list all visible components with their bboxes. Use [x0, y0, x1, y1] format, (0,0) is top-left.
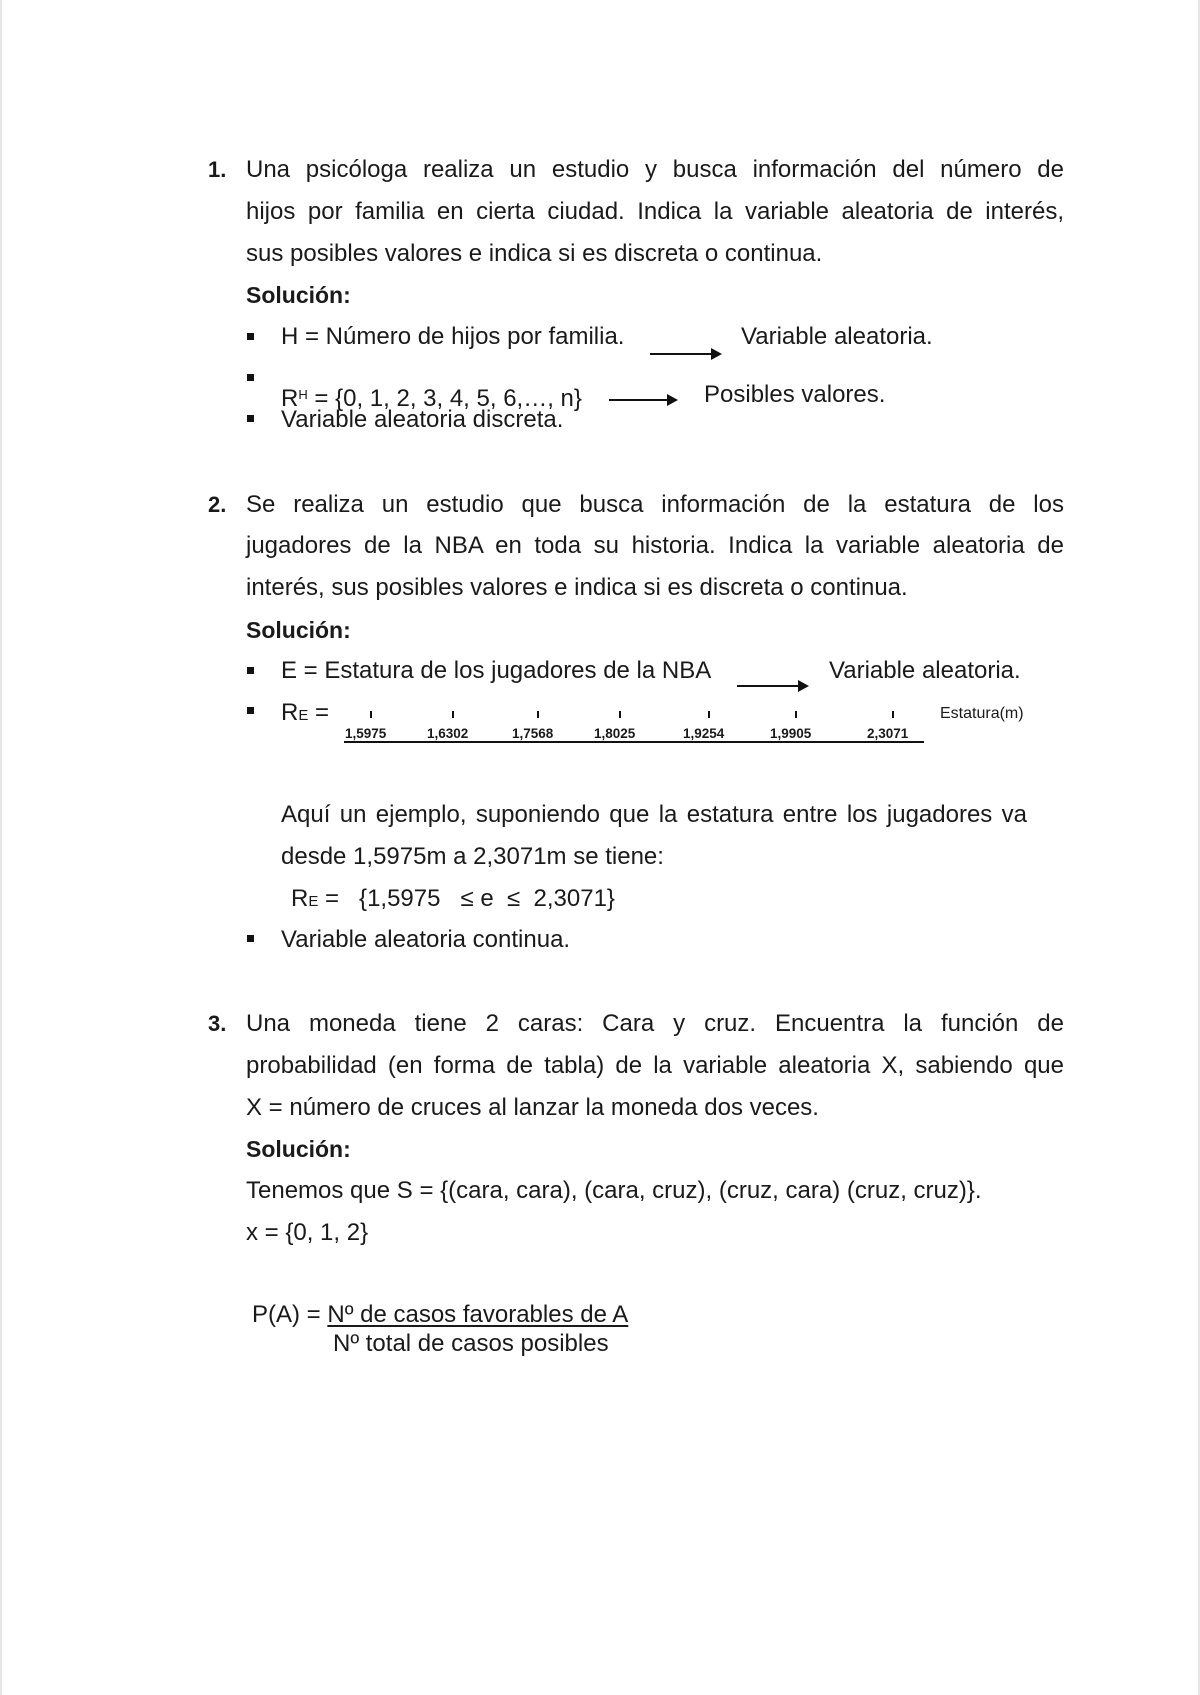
height-axis-tick-label: 1,9905 — [770, 726, 812, 741]
height-number-line — [0, 0, 1200, 760]
formula-lhs: P(A) = — [252, 1301, 328, 1328]
height-axis-label: Estatura(m) — [940, 705, 1024, 722]
height-axis-tick — [708, 711, 710, 718]
question-3-number: 3. — [208, 1011, 227, 1036]
bullet-marker — [247, 415, 254, 422]
question-2-number: 2. — [208, 492, 227, 517]
question-1-variable-definition: H = Número de hijos por familia. — [281, 323, 625, 350]
bullet-marker — [247, 707, 254, 714]
range-symbol: R — [281, 699, 299, 726]
question-2-example-line-1: Aquí un ejemplo, suponiendo que la estatura entre los jugadores va — [281, 801, 1027, 828]
range-interval-values: = {1,5975 ≤ e ≤ 2,3071} — [318, 885, 615, 912]
height-axis-tick-label: 1,7568 — [512, 726, 554, 741]
question-2-variable-label: Variable aleatoria. — [829, 657, 1021, 684]
question-1-classification: Variable aleatoria discreta. — [281, 406, 564, 433]
range-symbol: R — [281, 385, 299, 412]
question-3-x-values: x = {0, 1, 2} — [246, 1219, 369, 1246]
range-equals: = — [308, 699, 330, 726]
question-2-range-symbol — [281, 699, 329, 730]
height-axis-tick — [795, 711, 797, 718]
question-2-solution-heading: Solución: — [246, 617, 351, 643]
question-1-solution-heading: Solución: — [246, 282, 351, 308]
page-left-edge — [0, 0, 2, 1695]
question-3-sample-space: Tenemos que S = {(cara, cara), (cara, cruz), (cruz, cara) (cruz, cruz)}. — [246, 1177, 982, 1204]
arrow-icon — [650, 353, 720, 355]
question-2-classification: Variable aleatoria continua. — [281, 926, 571, 953]
arrow-icon — [737, 685, 807, 687]
formula-denominator: Nº total de casos posibles — [333, 1330, 609, 1357]
height-axis-tick-label: 1,9254 — [683, 726, 725, 741]
height-axis-tick — [370, 711, 372, 718]
question-3-solution-heading: Solución: — [246, 1136, 351, 1162]
question-1-number: 1. — [208, 157, 227, 182]
height-axis-tick-label: 1,6302 — [427, 726, 469, 741]
question-1-line-1: Una psicóloga realiza un estudio y busca información del número de — [246, 156, 1064, 183]
question-2-line-1: Se realiza un estudio que busca información de la estatura de los — [246, 491, 1064, 518]
question-2-range-interval — [291, 885, 615, 916]
height-axis-tick — [619, 711, 621, 718]
height-axis-tick — [452, 711, 454, 718]
range-subscript: E — [298, 707, 309, 724]
formula-numerator: Nº de casos favorables de A — [327, 1301, 629, 1328]
height-axis-tick-label: 1,8025 — [594, 726, 636, 741]
range-superscript: H — [298, 387, 308, 402]
range-values: = {0, 1, 2, 3, 4, 5, 6,…, n} — [307, 385, 582, 412]
bullet-marker — [247, 667, 254, 674]
bullet-marker — [247, 333, 254, 340]
height-axis-line — [344, 741, 924, 743]
question-2-variable-definition: E = Estatura de los jugadores de la NBA — [281, 657, 712, 684]
question-1-line-2: hijos por familia en cierta ciudad. Indica la variable aleatoria de interés, — [246, 198, 1064, 225]
question-3-line-2: probabilidad (en forma de tabla) de la variable aleatoria X, sabiendo que — [246, 1052, 1064, 1079]
question-2-line-2: jugadores de la NBA en toda su historia. Indica la variable aleatoria de — [246, 532, 1064, 559]
question-2-line-3: interés, sus posibles valores e indica si es discreta o continua. — [246, 574, 908, 601]
height-axis-tick — [537, 711, 539, 718]
question-2-example-line-2: desde 1,5975m a 2,3071m se tiene: — [281, 843, 664, 870]
bullet-marker — [247, 374, 254, 381]
height-axis-tick — [892, 711, 894, 718]
probability-formula — [252, 1301, 628, 1329]
range-symbol: R — [291, 885, 309, 912]
bullet-marker — [247, 935, 254, 942]
height-axis-tick-label: 2,3071 — [867, 726, 909, 741]
arrow-icon — [609, 399, 676, 401]
question-1-range-label: Posibles valores. — [704, 381, 886, 408]
question-3-line-3: X = número de cruces al lanzar la moneda dos veces. — [246, 1094, 819, 1121]
question-1-variable-label: Variable aleatoria. — [741, 323, 933, 350]
range-subscript: E — [308, 893, 319, 910]
question-1-line-3: sus posibles valores e indica si es discreta o continua. — [246, 240, 823, 267]
height-axis-tick-label: 1,5975 — [345, 726, 387, 741]
question-3-line-1: Una moneda tiene 2 caras: Cara y cruz. Encuentra la función de — [246, 1010, 1064, 1037]
